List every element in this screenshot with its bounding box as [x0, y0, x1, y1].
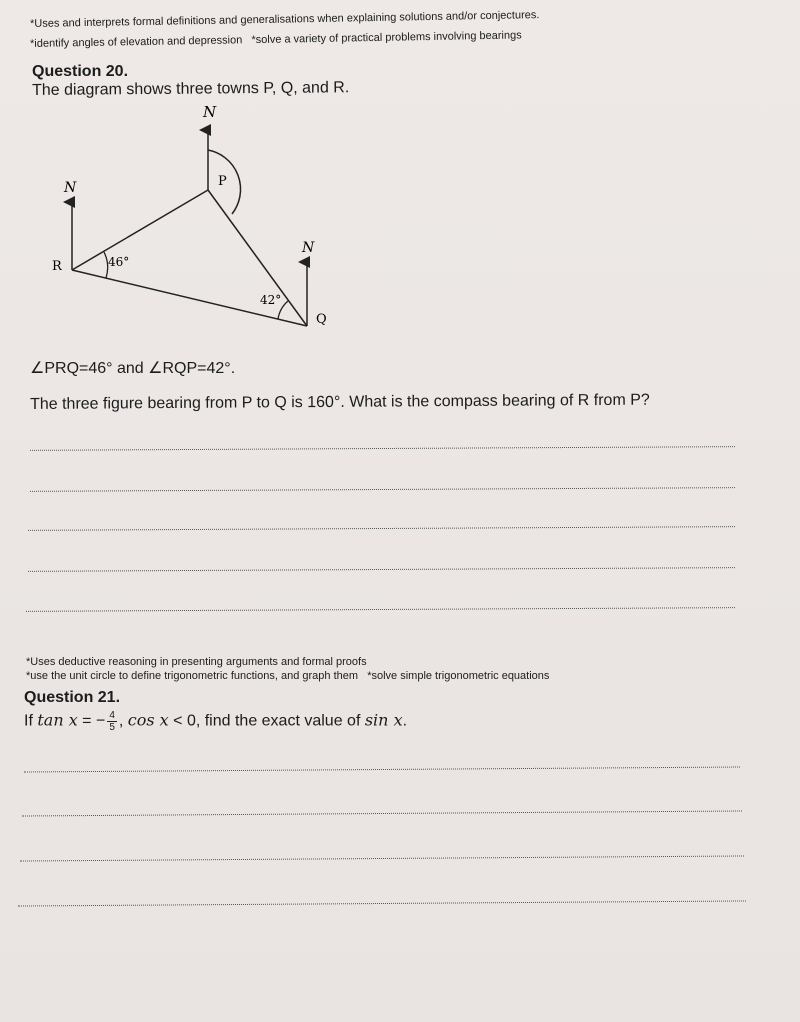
q21-comma: ,	[118, 712, 124, 730]
q20-outcome-2b: *solve a variety of practical problems involving bearings	[251, 29, 522, 47]
q21-outcome-2	[26, 670, 549, 682]
q20-answer-line[interactable]	[30, 446, 735, 451]
town-p-label: P	[218, 174, 227, 189]
q20-answer-line[interactable]	[26, 607, 735, 612]
north-label-p: N	[203, 103, 217, 121]
q21-cos-expr: cos x	[127, 710, 169, 730]
q21-text-if: If	[24, 712, 33, 730]
q21-tan-expr: tan x	[37, 710, 78, 730]
q21-outcome-1: *Uses deductive reasoning in presenting arguments and formal proofs	[26, 656, 367, 668]
q21-outcome-2b: *solve simple trigonometric equations	[367, 670, 550, 682]
town-q-label: Q	[316, 312, 327, 327]
north-label-r: N	[64, 180, 77, 196]
q21-sin-expr: sin x	[364, 710, 403, 730]
town-r-label: R	[52, 259, 62, 274]
q21-answer-line[interactable]	[24, 767, 740, 773]
north-label-q: N	[302, 240, 315, 256]
q21-answer-line[interactable]	[22, 810, 742, 816]
q21-frac-den: 5	[109, 722, 115, 733]
q21-frac-num: 4	[109, 710, 115, 721]
q20-given: ∠PRQ=46° and ∠RQP=42°.	[30, 360, 236, 377]
bearing-diagram	[0, 0, 800, 340]
q20-outcome-1: *Uses and interprets formal definitions and generalisations when explaining solutions and/or conjectures.	[30, 9, 540, 30]
q21-answer-line[interactable]	[20, 855, 744, 861]
q21-equals: = −	[77, 712, 106, 730]
q21-question	[24, 710, 407, 733]
q21-fraction	[107, 710, 117, 733]
q20-answer-line[interactable]	[30, 487, 735, 492]
q20-outcome-2a: *identify angles of elevation and depression	[30, 34, 243, 50]
segment-rp	[72, 190, 208, 270]
q21-answer-line[interactable]	[18, 900, 746, 906]
q20-answer-line[interactable]	[28, 526, 735, 531]
q21-outcome-2a: *use the unit circle to define trigonometric functions, and graph them	[26, 670, 359, 682]
q20-answer-line[interactable]	[28, 567, 735, 572]
angle-q-label: 42°	[260, 293, 282, 307]
angle-r-label: 46°	[108, 255, 130, 269]
q20-title: Question 20.	[32, 63, 129, 80]
q21-title: Question 21.	[24, 689, 121, 706]
q21-cos-condition: < 0, find the exact value of	[168, 712, 361, 730]
q20-question: The three figure bearing from P to Q is 160°. What is the compass bearing of R from P?	[30, 391, 650, 413]
q21-period: .	[402, 712, 408, 730]
q20-intro: The diagram shows three towns P, Q, and R.	[32, 79, 350, 99]
